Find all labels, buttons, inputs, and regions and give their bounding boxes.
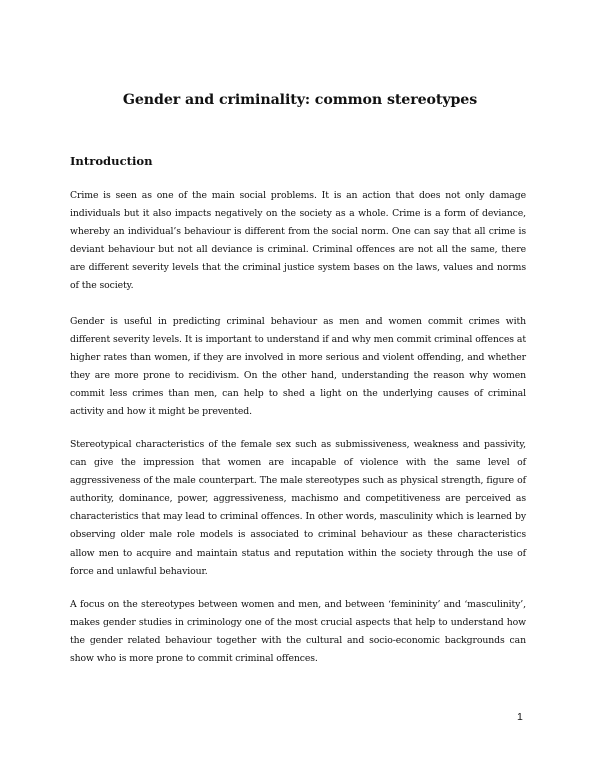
page-number: 1	[517, 711, 523, 723]
paragraph-4: A focus on the stereotypes between women and men, and between ‘femininity’ and ‘masculinity’, makes gender studies in criminology one of the most crucial aspects that help to understand how the gender related behaviour together with the cultural and socio-economic backgrounds can show who is more prone to commit criminal offences.	[70, 599, 526, 665]
document-title: Gender and criminality: common stereotypes	[122, 92, 478, 108]
paragraph-1: Crime is seen as one of the main social problems. It is an action that does not only damage individuals but it also impacts negatively on the society as a whole. Crime is a form of deviance, whereby an individual’s behaviour is different from the social norm. One can say that all crime is deviant behaviour but not all deviance is criminal. Criminal offences are not all the same, there are different severity levels that the criminal justice system bases on the laws, values and norms of the society.	[70, 190, 526, 292]
paragraph-3: Stereotypical characteristics of the female sex such as submissiveness, weakness and passivity, can give the impression that women are incapable of violence with the same level of aggressiveness of the male counterpart. The male stereotypes such as physical strength, figure of authority, dominance, power, aggressiveness, machismo and competitiveness are perceived as characteristics that may lead to criminal offences. In other words, masculinity which is learned by observing older male role models is associated to criminal behaviour as these characteristics allow men to acquire and maintain status and reputation within the society through the use of force and unlawful behaviour.	[70, 439, 526, 577]
section-heading-introduction: Introduction	[70, 154, 153, 168]
paragraph-2: Gender is useful in predicting criminal behaviour as men and women commit crimes with different severity levels. It is important to understand if and why men commit criminal offences at higher rates than women, if they are involved in more serious and violent offending, and whether they are more prone to recidivism. On the other hand, understanding the reason why women commit less crimes than men, can help to shed a light on the underlying causes of criminal activity and how it might be prevented.	[70, 316, 526, 418]
